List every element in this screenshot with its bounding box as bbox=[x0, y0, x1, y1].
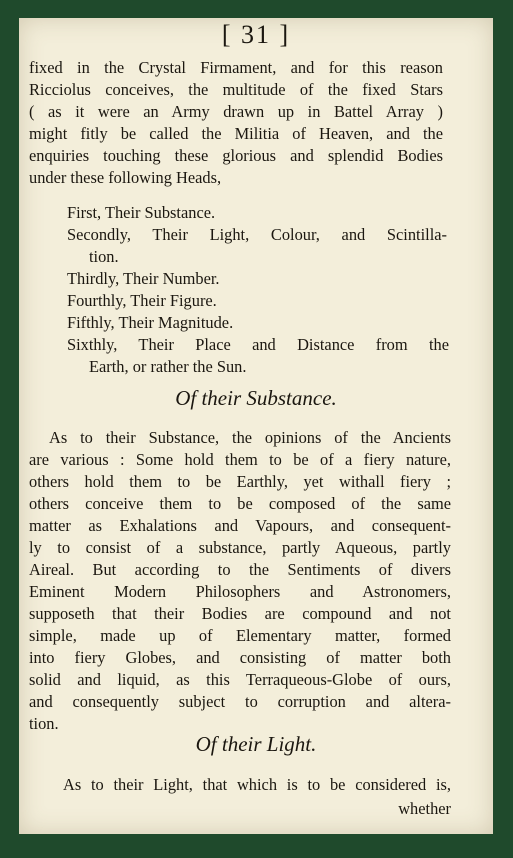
list-item: Fourthly, Their Figure. bbox=[67, 291, 217, 310]
list-item: Thirdly, Their Number. bbox=[67, 269, 220, 288]
catchword: whether bbox=[398, 799, 451, 818]
text-line: others conceive them to be composed of the same bbox=[29, 494, 451, 513]
text-line: Ricciolus conceives, the multitude of the fixed Stars bbox=[29, 80, 443, 99]
text-line: Aireal. But according to the Sentiments of divers bbox=[29, 560, 451, 579]
text-line: others hold them to be Earthly, yet withall fiery ; bbox=[29, 472, 451, 491]
text-line: are various : Some hold them to be of a fiery nature, bbox=[29, 450, 451, 469]
text-line: Eminent Modern Philosophers and Astronomers, bbox=[29, 582, 451, 601]
text-line: tion. bbox=[29, 714, 59, 733]
list-item: Earth, or rather the Sun. bbox=[89, 357, 247, 376]
text-line: into fiery Globes, and consisting of matter both bbox=[29, 648, 451, 667]
text-line: supposeth that their Bodies are compound and not bbox=[29, 604, 451, 623]
list-item: Sixthly, Their Place and Distance from the bbox=[67, 335, 449, 354]
list-item: tion. bbox=[89, 247, 119, 266]
section-heading: Of their Substance. bbox=[175, 386, 337, 410]
section-heading: Of their Light. bbox=[195, 732, 317, 756]
text-line: solid and liquid, as this Terraqueous-Globe of ours, bbox=[29, 670, 451, 689]
book-page bbox=[19, 18, 493, 834]
text-line: ( as it were an Army drawn up in Battel Array ) bbox=[29, 102, 443, 121]
text-line: matter as Exhalations and Vapours, and consequent- bbox=[29, 516, 451, 535]
text-line: under these following Heads, bbox=[29, 168, 222, 187]
text-line: might fitly be called the Militia of Heaven, and the bbox=[29, 124, 443, 143]
list-item: Fifthly, Their Magnitude. bbox=[67, 313, 234, 332]
text-line: ly to consist of a substance, partly Aqueous, partly bbox=[29, 538, 451, 557]
text-line: As to their Substance, the opinions of the Ancients bbox=[49, 428, 451, 447]
page-number: [ 31 ] bbox=[221, 20, 291, 49]
list-item: Secondly, Their Light, Colour, and Scintilla- bbox=[67, 225, 447, 244]
text-line: enquiries touching these glorious and splendid Bodies bbox=[29, 146, 443, 165]
list-item: First, Their Substance. bbox=[67, 203, 216, 222]
text-line: simple, made up of Elementary matter, formed bbox=[29, 626, 451, 645]
text-line: fixed in the Crystal Firmament, and for this reason bbox=[29, 58, 443, 77]
text-line: and consequently subject to corruption and altera- bbox=[29, 692, 451, 711]
text-line: As to their Light, that which is to be considered is, bbox=[63, 775, 451, 794]
